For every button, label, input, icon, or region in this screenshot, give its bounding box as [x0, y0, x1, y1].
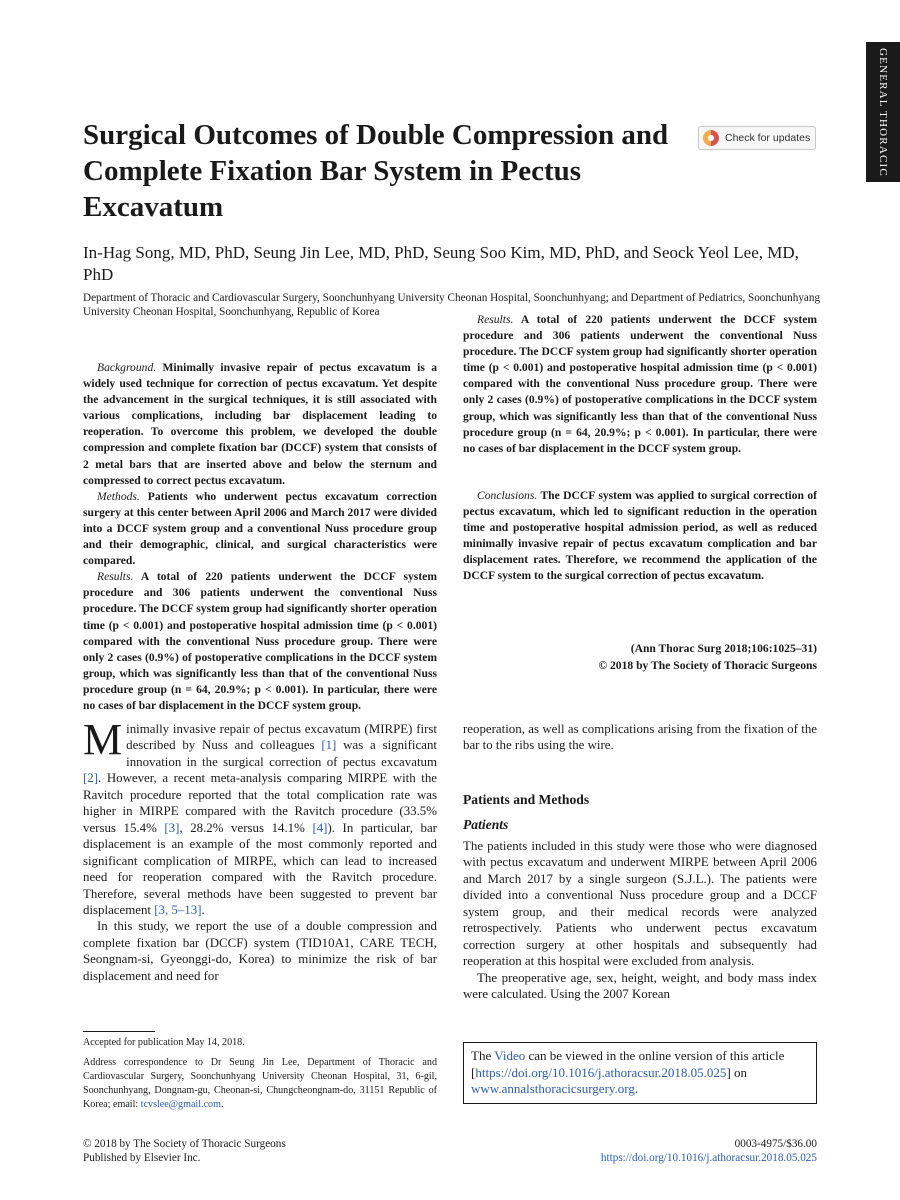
email-link[interactable]: tcvslee@gmail.com — [140, 1099, 221, 1110]
footer-right — [463, 1137, 817, 1165]
methods-paragraph-2: The preoperative age, sex, height, weight, and body mass index were calculated. Using the 2007 Korean — [463, 970, 817, 1002]
footer-doi-link[interactable]: https://doi.org/10.1016/j.athoracsur.2018.05.025 — [600, 1152, 817, 1164]
article-title: Surgical Outcomes of Double Compression and Complete Fixation Bar System in Pectus Excavatum — [83, 119, 669, 223]
intro-paragraph-2: In this study, we report the use of a double compression and complete fixation bar (DCCF) system (TID10A1, CARE TECH, Seongnam-si, Gyeonggi-do, Korea) to minimize the risk of bar displacement and need for — [83, 919, 437, 983]
ref-link-3[interactable]: [3] — [164, 820, 180, 835]
crossmark-icon — [703, 130, 719, 146]
author-list: In-Hag Song, MD, PhD, Seung Jin Lee, MD, PhD, Seung Soo Kim, MD, PhD, and Seock Yeol Lee, MD, PhD — [83, 243, 799, 284]
correspondence-text: Address correspondence to Dr Seung Jin Lee, Department of Thoracic and Cardiovascular Surgery, Soonchunhyang University Cheonan Hospital, 31, 6-gil, Soonchunhyang, Dongnam-gu, Cheonan-si, Chungcheongnam-do, 31151 Republic of Korea; email: — [83, 1057, 437, 1110]
intro-text-a: inimally invasive repair of pectus excavatum (MIRPE) first described by Nuss and colleagues — [126, 722, 437, 753]
section-heading: Patients and Methods — [463, 792, 590, 807]
intro-text-d: , 28.2% versus 14.1% — [179, 820, 313, 835]
footer-issn: 0003-4975/$36.00 — [734, 1138, 817, 1150]
abstract-methods — [83, 489, 437, 569]
subsection-heading: Patients — [463, 817, 509, 832]
intro-text-f: . — [201, 902, 205, 917]
background-text: Minimally invasive repair of pectus excavatum is a widely used technique for correction of pectus excavatum. Yet despite the advancement in the surgical techniques, it is still associated with various complications, including bar displacement leading to reoperation. To overcome this problem, we developed the double compression and complete fixation bar (DCCF) system that consists of 2 metal bars that are inserted above and below the sternum and compressed to correct pectus excavatum. — [83, 361, 437, 487]
methods-paragraph-1: The patients included in this study were those who were diagnosed with pectus excavatum and underwent MIRPE between April 2006 and March 2017 by a single surgeon (S.J.L.). The patients were divided into a conventional Nuss procedure group and a DCCF system group, and their medical records were analyzed retrospectively. Patients who underwent pectus excavatum correction surgery at other hospitals and subsequently had reoperation at this hospital were excluded from analysis. — [463, 839, 817, 969]
ref-link-5[interactable]: [3, 5–13] — [154, 902, 202, 917]
video-text-mid: can be viewed in the online version of this article [ — [471, 1048, 785, 1080]
video-text-mid2: ] on — [726, 1064, 748, 1080]
correspondence-note — [83, 1056, 437, 1112]
intro-paragraph-1 — [83, 715, 437, 918]
methods-column — [463, 838, 817, 1003]
results-continued — [463, 313, 817, 488]
abstract-background — [83, 360, 437, 489]
citation-block — [463, 640, 817, 674]
results-text: A total of 220 patients underwent the DCCF system procedure and 306 patients underwent the conventional Nuss procedure. The DCCF system group had significantly shorter operation time (p < 0.001) and postoperative hospital admission time (p < 0.001) compared with the conventional Nuss procedure group. There were only 2 cases (0.9%) of postoperative complications in the DCCF system group, which was significantly less than that of the conventional Nuss procedure group (n = 64, 20.9%; p < 0.001). In particular, there were no cases of bar displacement in the DCCF system group. — [83, 570, 437, 712]
abstract-copyright: © 2018 by The Society of Thoracic Surgeons — [598, 659, 817, 672]
conclusions-text: The DCCF system was applied to surgical correction of pectus excavatum, which led to significant reduction in the operation time and postoperative hospital admission period, as well as reduced minimally invasive repair of pectus excavatum complication and bar displacement rates. Therefore, we recommend the application of the DCCF system to the surgical correction of pectus excavatum. — [463, 489, 817, 583]
accepted-note: Accepted for publication May 14, 2018. — [83, 1037, 245, 1048]
journal-site-link[interactable]: www.annalsthoracicsurgery.org — [471, 1081, 635, 1096]
check-for-updates-button[interactable] — [698, 126, 816, 150]
footer-publisher: Published by Elsevier Inc. — [83, 1152, 201, 1164]
intro-column — [83, 715, 437, 984]
video-link[interactable]: Video — [494, 1048, 526, 1063]
results-continued-text — [463, 312, 817, 457]
check-for-updates-label: Check for updates — [725, 132, 811, 144]
video-text-pre: The — [471, 1048, 495, 1063]
footer-copyright: © 2018 by The Society of Thoracic Surgeons — [83, 1138, 286, 1150]
abstract-results — [83, 569, 437, 712]
journal-citation: (Ann Thorac Surg 2018;106:1025–31) — [630, 642, 817, 655]
doi-link[interactable]: https://doi.org/10.1016/j.athoracsur.2018.05.025 — [475, 1064, 727, 1080]
background-label: Background. — [97, 361, 157, 374]
results-label: Results. — [97, 570, 134, 584]
intro-text-c: . However, a recent meta-analysis comparing MIRPE with the Ravitch procedure reported that the total complication rate was higher in MIRPE compared with the Ravitch procedure (33.5% versus 15.4% — [83, 771, 437, 835]
intro-text-b: was a significant innovation in the surgical correction of pectus excavatum — [126, 738, 437, 769]
conclusions-label: Conclusions. — [477, 489, 538, 502]
correspondence-end: . — [220, 1099, 224, 1110]
methods-text: Patients who underwent pectus excavatum correction surgery at this center between April 2006 and March 2017 were divided into a DCCF system group and a conventional Nuss procedure group and their demographic, clinical, and surgical characteristics were compared. — [83, 489, 437, 568]
video-text-end: . — [634, 1081, 639, 1096]
methods-label: Methods. — [97, 489, 140, 503]
results-text-clone: A total of 220 patients underwent the DCCF system procedure and 306 patients underwent the conventional Nuss procedure. The DCCF system group had significantly shorter operation time (p < 0.001) and postoperative hospital admission time (p < 0.001) compared with the conventional Nuss procedure group. There were only 2 cases (0.9%) of postoperative complications in the DCCF system group, which was significantly less than that of the conventional Nuss procedure group (n = 64, 20.9%; p < 0.001). In particular, there were no cases of bar displacement in the DCCF system group. — [463, 313, 817, 455]
section-tab: GENERAL THORACIC — [866, 42, 900, 182]
drop-cap: M — [83, 715, 123, 764]
abstract-right-column — [463, 313, 817, 585]
ref-link-2[interactable]: [2] — [83, 771, 99, 786]
affiliation: Department of Thoracic and Cardiovascular Surgery, Soonchunhyang University Cheonan Hospital, Soonchunhyang; and Department of Pediatrics, Soonchunhyang University Cheonan Hospital, Soonchunhyang, Republic of Korea — [83, 292, 821, 318]
intro-continued: reoperation, as well as complications arising from the fixation of the bar to the ribs using the wire. — [463, 722, 817, 753]
ref-link-4[interactable]: [4] — [312, 820, 328, 835]
results-label-clone: Results. — [477, 313, 514, 326]
intro-text-e: ). In particular, bar displacement is an example of the most commonly reported and significant complication of MIRPE, which can lead to increased need for reoperation compared with the Ravitch procedure. Therefore, several methods have been suggested to prevent bar displacement — [83, 820, 437, 917]
abstract-conclusions — [463, 488, 817, 585]
footer-left — [83, 1137, 286, 1165]
abstract-left-column — [83, 360, 437, 712]
footnote-divider — [83, 1031, 155, 1032]
ref-link-1[interactable]: [1] — [321, 738, 337, 753]
video-notice-box — [463, 1042, 817, 1104]
